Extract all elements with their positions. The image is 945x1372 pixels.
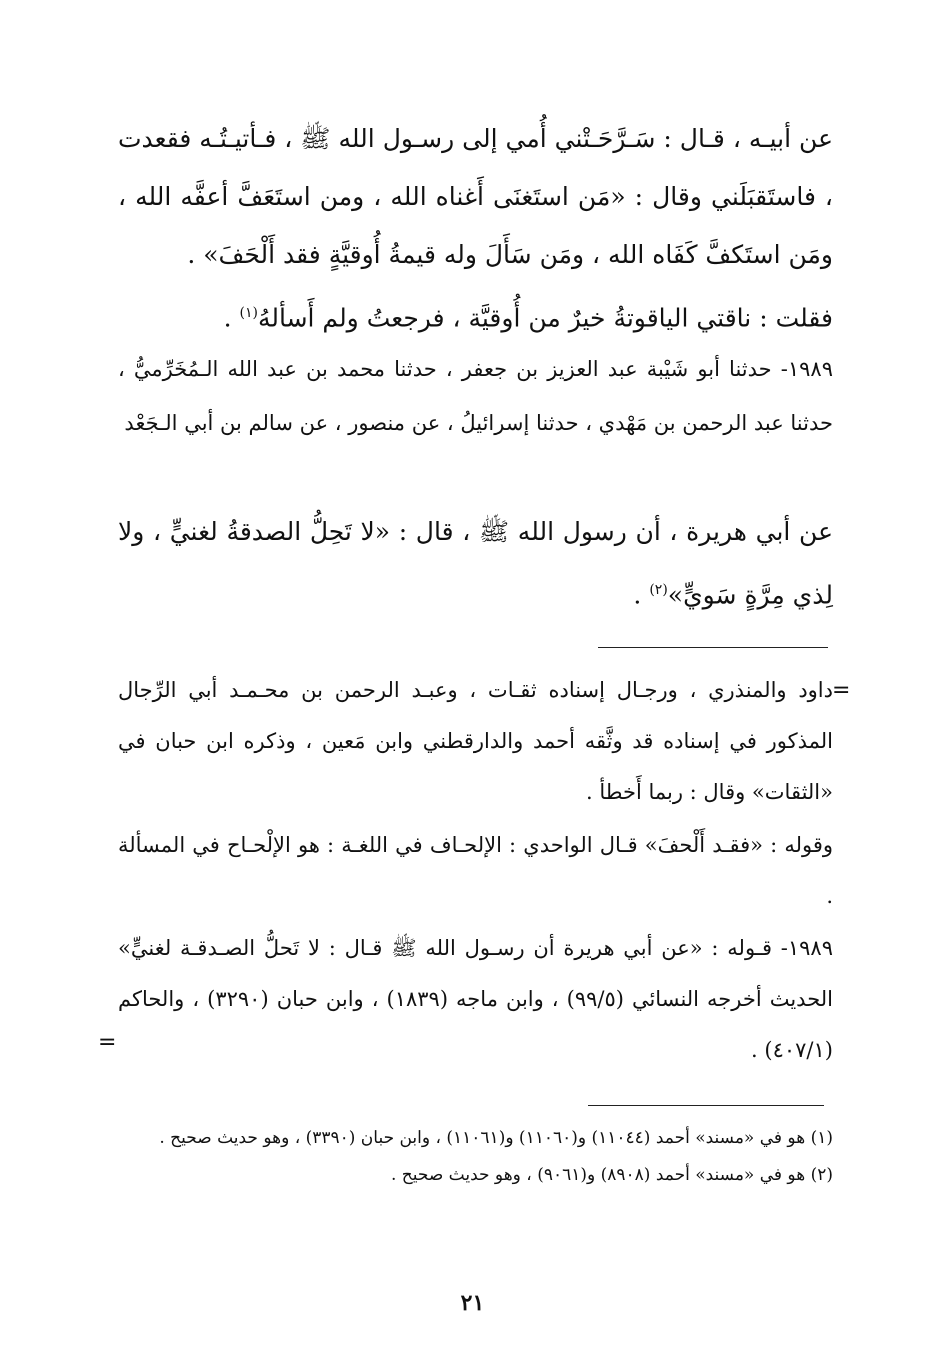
footnote-1: (١) هو في «مسند» أحمد (١١٠٤٤) و(١١٠٦٠) و(١١٠٦١) ، وابن حبان (٣٣٩٠) ، وهو حديث صحيح .	[159, 1128, 833, 1148]
footnote-separator	[588, 1105, 824, 1106]
commentary-1: داود والمنذري ، ورجـال إسناده ثقـات ، وعبـد الرحمن بن محـمـد أبي الرِّجال المذكور في إسناده قد وثَّقه أحمد والدارقطني وابن مَعين ، وذكره ابن حبان في «الثقات» وقال : ربما أَخطأ .	[118, 678, 833, 804]
footnote-2: (٢) هو في «مسند» أحمد (٨٩٠٨) و(٩٠٦١) ، وهو حديث صحيح .	[390, 1165, 833, 1185]
commentary-2: وقوله : «فقـد أَلْحفَ» قـال الواحدي : الإلحـاف في اللغـة : هو الإلْحـاح في المسألة .	[118, 833, 833, 908]
commentary-3: ١٩٨٩- قـوله : «عن أبي هريرة أن رسـول الله ﷺ قـال : لا تَحلُّ الصـدقـة لغنيٍّ» الحديث أخرجه النسائي (٩٩/٥) ، وابن ماجه (١٨٣٩) ، وابن حبان (٣٢٩٠) ، والحاكم (٤٠٧/١) .	[118, 936, 833, 1062]
main-paragraph-2-text: فقلت : ناقتي الياقوتةُ خيرٌ من أُوقيَّة ، فرجعتُ ولم أَسألهُ	[257, 303, 833, 333]
footnote-ref-2: (٢)	[649, 582, 668, 598]
page-number: ٢١	[460, 1290, 485, 1316]
main-paragraph-2-end: .	[223, 303, 240, 333]
main-separator	[598, 647, 828, 648]
continuation-marker-bottom: =	[98, 1030, 117, 1055]
hadith-1989-text	[118, 503, 833, 624]
hadith-1989-chain: ١٩٨٩- حدثنا أبو شَيْبة عبد العزيز بن جعفر ، حدثنا محمد بن عبد الله الـمُخَرِّميُّ ، حدثنا عبد الرحمن بن مَهْدي ، حدثنا إسرائيلُ ، عن منصور ، عن سالم بن أبي الـجَعْد	[118, 357, 833, 435]
footnote-ref-1: (١)	[239, 305, 258, 321]
footnotes	[118, 1120, 833, 1194]
main-paragraph-1: عن أبيـه ، قـال : سَـرَّحَـتْني أُمي إلى رسـول الله ﷺ ، فـأتيـتُـه فقعدت ، فاستَقبَلَني وقال : «مَن استَغنَى أَغناه الله ، ومن استَعَفَّ أعفَّه الله ، ومَن استَكفَّ كَفَاه الله ، ومَن سَأَلَ وله قيمةُ أُوقيَّةٍ فقد أَلْحَفَ» .	[118, 124, 833, 269]
main-paragraph-2	[118, 284, 833, 347]
continuation-marker-top: =	[832, 678, 851, 703]
hadith-1989-body: عن أبي هريرة ، أن رسول الله ﷺ ، قال : «لا تَحِلُّ الصدقةُ لغنيٍّ ، ولا لِذي مِرَّةٍ سَويٍّ»	[118, 517, 833, 610]
hadith-1989-text-block	[118, 503, 833, 624]
hadith-1989-end: .	[633, 580, 650, 610]
main-text	[118, 110, 833, 347]
